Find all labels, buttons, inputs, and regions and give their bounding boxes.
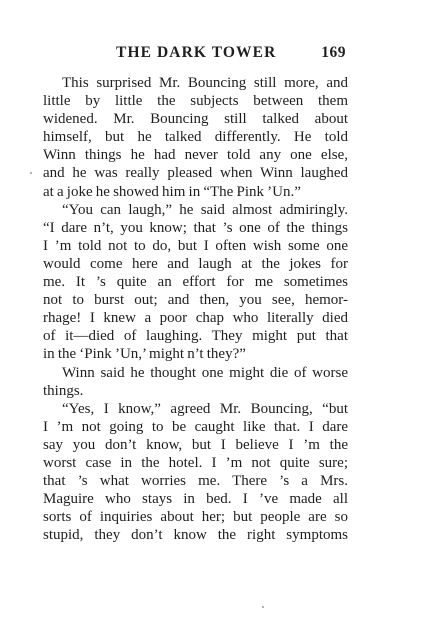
- text-line: me. It ’s quite an effort for me sometimes: [43, 274, 348, 291]
- text-line: and he was really pleased when Winn laughed: [43, 165, 348, 182]
- text-line: Winn said he thought one might die of worse: [62, 364, 348, 381]
- text-line: I ’m told not to do, but I often wish some one: [43, 237, 348, 254]
- text-line: would come here and laugh at the jokes for: [43, 255, 348, 272]
- text-line: not to burst out; and then, you see, hemor-: [43, 292, 348, 309]
- text-line: “I dare n’t, you know; that ’s one of the things: [43, 219, 348, 236]
- text-line: “Yes, I know,” agreed Mr. Bouncing, “but: [62, 400, 348, 417]
- text-line: little by little the subjects between them: [43, 93, 348, 110]
- running-title: THE DARK TOWER: [116, 44, 277, 61]
- text-line: things.: [43, 382, 84, 399]
- text-line: of it—died of laughing. They might put that: [43, 328, 348, 345]
- text-line: in the ‘Pink ’Un,’ might n’t they?”: [43, 346, 246, 363]
- text-line: I ’m not going to be caught like that. I dare: [43, 418, 348, 435]
- speck-mark: [30, 172, 32, 174]
- text-line: say you don’t know, but I believe I ’m the: [43, 436, 348, 453]
- text-line: sorts of inquiries about her; but people are so: [43, 509, 348, 526]
- text-line: at a joke he showed him in “The Pink ’Un.”: [43, 183, 301, 200]
- text-line: widened. Mr. Bouncing still talked about: [43, 111, 348, 128]
- text-line: “You can laugh,” he said almost admiringly.: [62, 201, 348, 218]
- text-line: This surprised Mr. Bouncing still more, and: [62, 75, 348, 91]
- text-line: that ’s what worries me. There ’s a Mrs.: [43, 473, 348, 490]
- text-line: rhage! I knew a poor chap who literally died: [43, 310, 348, 327]
- text-line: worst case in the hotel. I ’m not quite sure;: [43, 454, 348, 471]
- text-line: stupid, they don’t know the right symptoms: [43, 527, 348, 544]
- text-line: Maguire who stays in bed. I ’ve made all: [43, 491, 348, 508]
- speck-mark: [262, 606, 264, 608]
- body-text: [43, 74, 348, 544]
- text-line: himself, but he talked differently. He told: [43, 129, 348, 146]
- page-number: 169: [321, 44, 346, 61]
- text-line: Winn things he had never told any one else,: [43, 147, 348, 164]
- running-head: [43, 44, 346, 66]
